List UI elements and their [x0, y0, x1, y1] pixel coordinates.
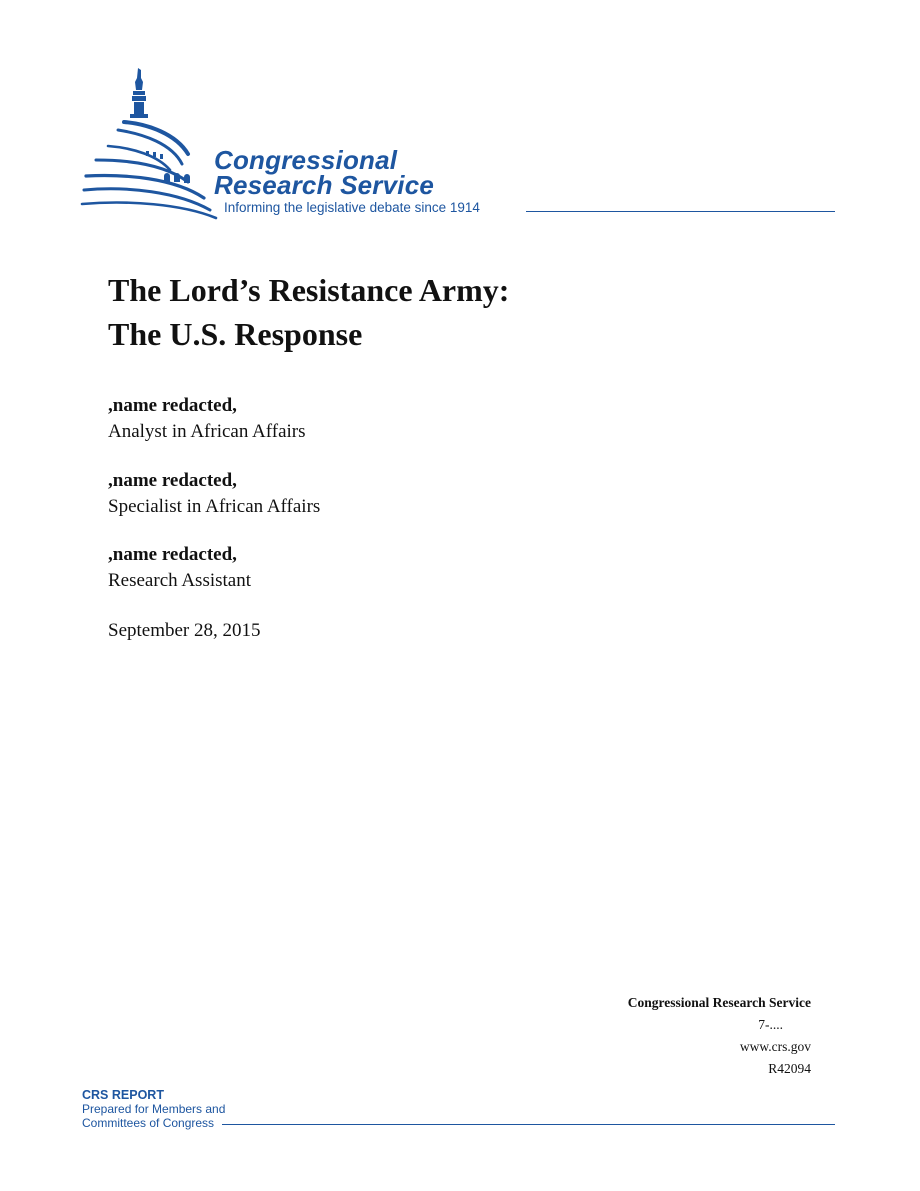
logo-name-line2: Research Service	[214, 170, 435, 200]
author-role: Analyst in African Affairs	[108, 421, 306, 442]
footer-line3: Committees of Congress	[82, 1116, 215, 1130]
info-org: Congressional Research Service	[627, 995, 811, 1010]
info-website[interactable]: www.crs.gov	[739, 1039, 811, 1054]
report-title-line1: The Lord’s Resistance Army:	[108, 272, 510, 308]
author-block	[108, 468, 320, 520]
info-report-number: R42094	[768, 1061, 811, 1076]
author-name: ,name redacted,	[108, 395, 237, 416]
info-code: 7-....	[758, 1017, 783, 1032]
author-role: Research Assistant	[108, 570, 252, 591]
header-rule	[526, 211, 835, 212]
capitol-dome-icon	[78, 64, 223, 220]
report-title	[108, 268, 509, 356]
logo-name-line1: Congressional	[214, 145, 398, 175]
footer-rule	[222, 1124, 835, 1125]
author-name: ,name redacted,	[108, 544, 237, 565]
footer-line2: Prepared for Members and	[82, 1102, 226, 1116]
footer-label	[82, 1088, 225, 1130]
report-info	[628, 992, 811, 1080]
footer-crs-report: CRS REPORT	[82, 1088, 164, 1102]
report-date: September 28, 2015	[108, 620, 261, 641]
logo-tagline: Informing the legislative debate since 1914	[224, 200, 480, 215]
author-role: Specialist in African Affairs	[108, 496, 321, 517]
report-title-line2: The U.S. Response	[108, 316, 363, 352]
author-block	[108, 393, 306, 445]
author-block	[108, 542, 251, 594]
author-name: ,name redacted,	[108, 470, 237, 491]
